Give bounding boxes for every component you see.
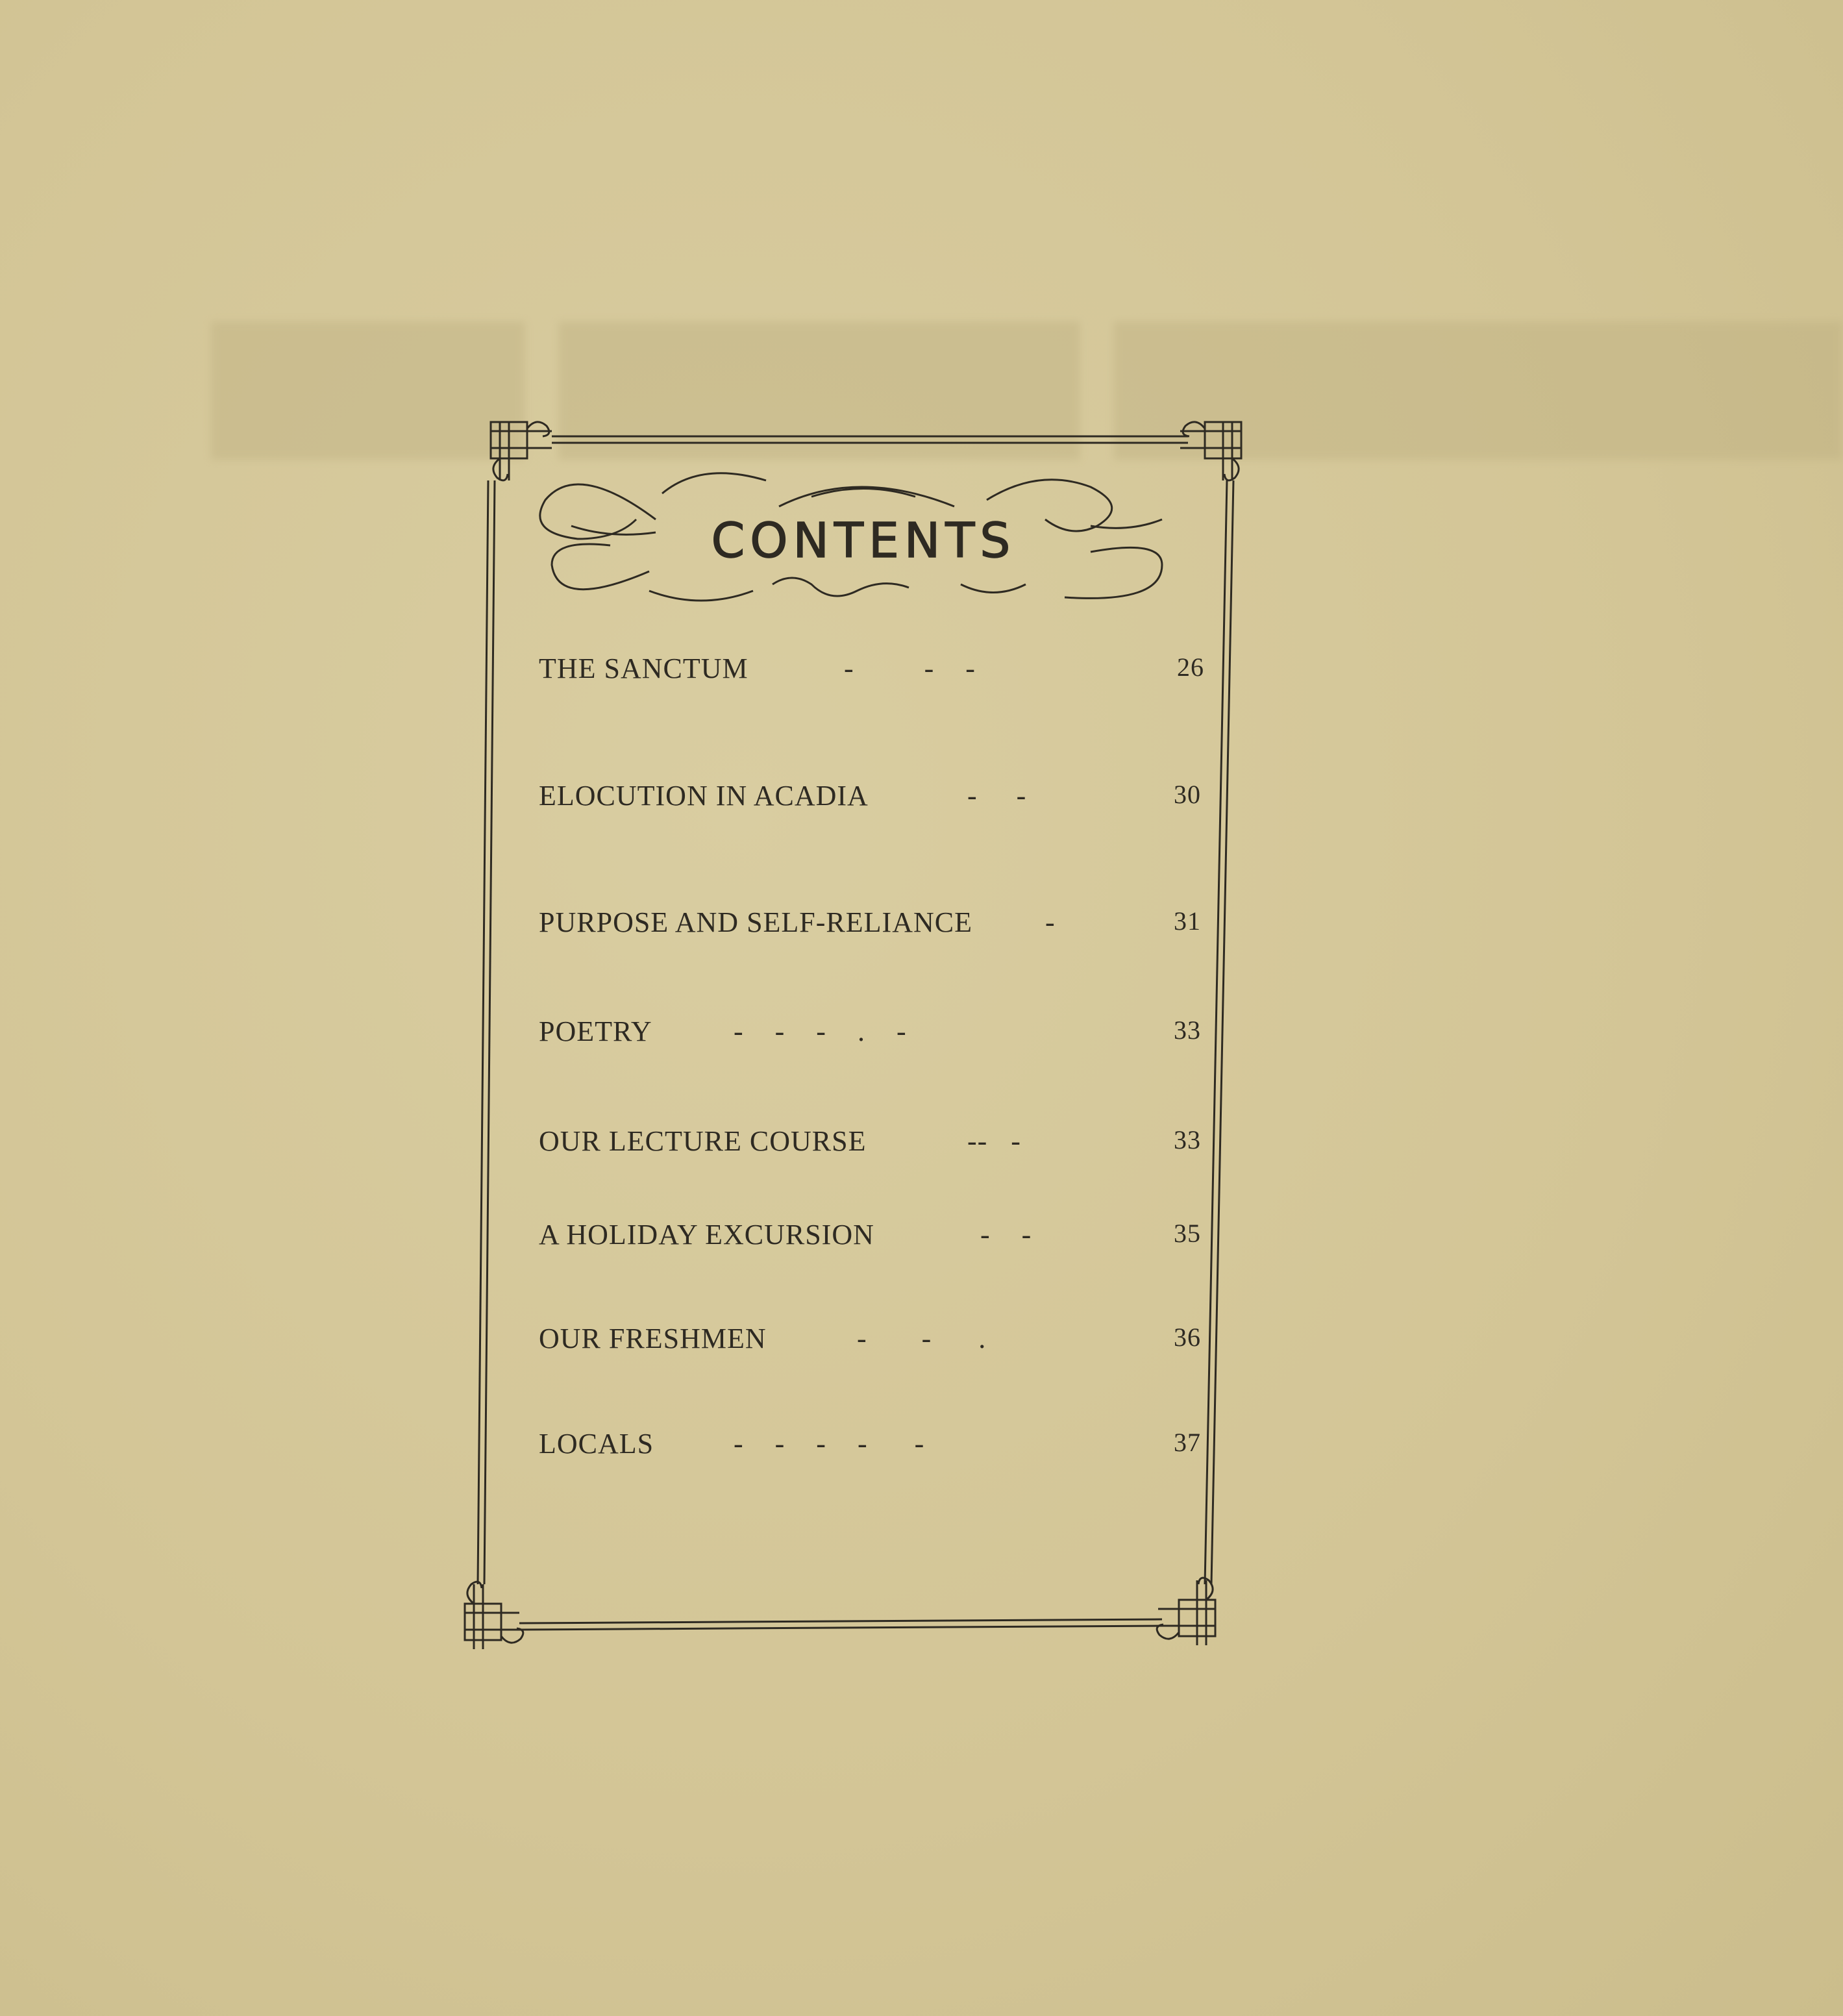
- toc-entry: [539, 1015, 1201, 1054]
- toc-entry-leader: - -: [980, 1219, 1032, 1251]
- toc-entry-title: OUR LECTURE COURSE: [539, 1125, 867, 1157]
- toc-entry: [539, 1125, 1201, 1164]
- heading-text: CONTENTS: [711, 513, 1016, 569]
- toc-entry-page: 30: [1174, 780, 1201, 809]
- toc-entry-page: 37: [1174, 1428, 1201, 1457]
- bleed-through-text: ▇▇▇ ▇▇▇▇▇ ▇▇▇▇▇▇▇: [214, 310, 1843, 454]
- toc-entry-leader: -: [1045, 906, 1056, 938]
- toc-entry-leader: - - .: [857, 1323, 987, 1354]
- toc-entry-title: LOCALS: [539, 1428, 654, 1460]
- toc-entry-page: 36: [1174, 1323, 1201, 1352]
- toc-entry-page: 35: [1174, 1219, 1201, 1248]
- toc-entry: [539, 1218, 1201, 1257]
- toc-entry-title: OUR FRESHMEN: [539, 1323, 767, 1354]
- corner-ornament-bottom-left: [465, 1582, 523, 1649]
- toc-entry-title: ELOCUTION IN ACADIA: [539, 780, 869, 812]
- toc-entry-leader: -- -: [967, 1125, 1021, 1157]
- toc-entry-leader: - - -: [844, 653, 976, 684]
- toc-entry-leader: - -: [967, 780, 1027, 812]
- toc-entry-page: 33: [1174, 1125, 1201, 1154]
- contents-heading: [565, 479, 1162, 622]
- toc-entry: [539, 906, 1201, 945]
- toc-entry-title: POETRY: [539, 1015, 652, 1047]
- toc-entry-leader: - - - . -: [734, 1015, 907, 1047]
- toc-entry-title: PURPOSE AND SELF-RELIANCE: [539, 906, 972, 938]
- toc-entry-page: 33: [1174, 1015, 1201, 1045]
- toc-entry-leader: - - - - -: [734, 1428, 925, 1460]
- toc-entry-title: THE SANCTUM: [539, 653, 748, 684]
- corner-ornament-bottom-right: [1157, 1578, 1215, 1645]
- toc-entry-page: 31: [1174, 906, 1201, 936]
- toc-entry-title: A HOLIDAY EXCURSION: [539, 1219, 874, 1251]
- toc-entry: [539, 1322, 1201, 1361]
- toc-entry-page: 26: [1177, 653, 1204, 682]
- toc-entry: [539, 779, 1201, 818]
- toc-entry: [539, 1427, 1201, 1466]
- toc-entry: [539, 652, 1204, 691]
